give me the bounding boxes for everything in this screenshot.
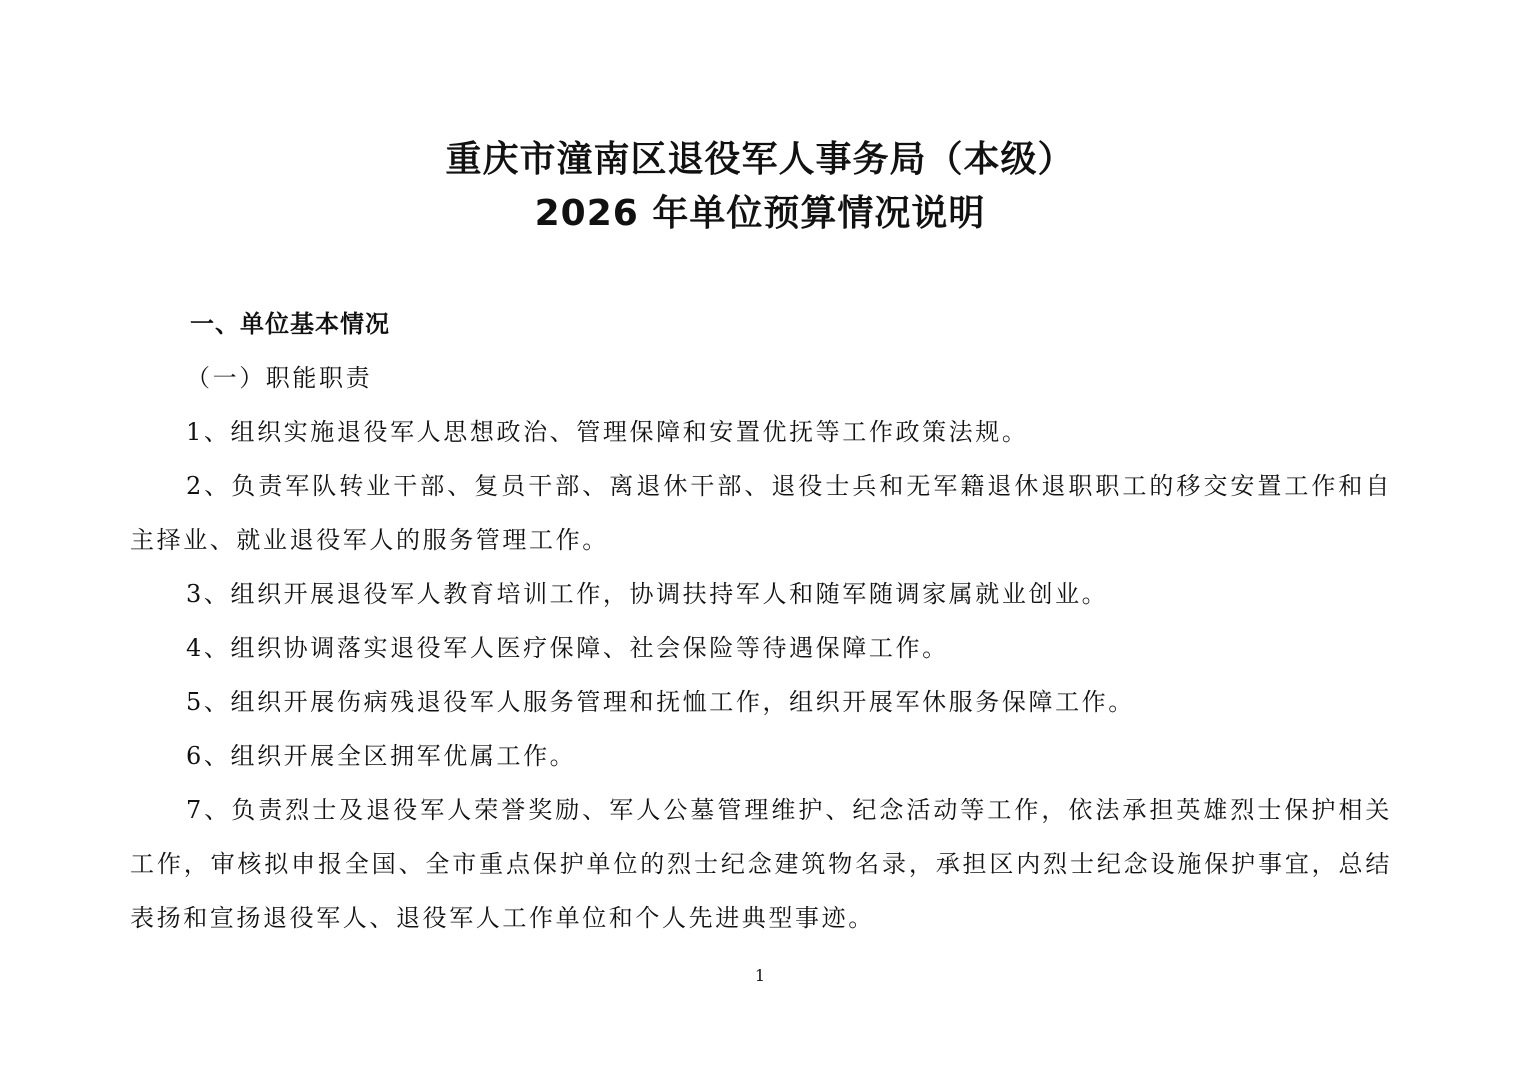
paragraph-3: 3、组织开展退役军人教育培训工作，协调扶持军人和随军随调家属就业创业。: [186, 580, 1109, 608]
paragraph-5: 5、组织开展伤病残退役军人服务管理和抚恤工作，组织开展军休服务保障工作。: [186, 688, 1135, 716]
document-body: [130, 297, 1392, 945]
paragraph-2: 2、负责军队转业干部、复员干部、离退休干部、退役士兵和无军籍退休退职职工的移交安置工作和自主择业、就业退役军人的服务管理工作。: [130, 472, 1392, 554]
paragraph-7: 7、负责烈士及退役军人荣誉奖励、军人公墓管理维护、纪念活动等工作，依法承担英雄烈士保护相关工作，审核拟申报全国、全市重点保护单位的烈士纪念建筑物名录，承担区内烈士纪念设施保护事宜，总结表扬和宣扬退役军人、退役军人工作单位和个人先进典型事迹。: [130, 796, 1392, 932]
section-heading: 一、单位基本情况: [190, 310, 390, 338]
paragraph-4: 4、组织协调落实退役军人医疗保障、社会保险等待遇保障工作。: [186, 634, 949, 662]
document-title-line1: 重庆市潼南区退役军人事务局（本级）: [445, 139, 1075, 180]
paragraph-6: 6、组织开展全区拥军优属工作。: [186, 742, 577, 770]
subsection-heading: （一）职能职责: [186, 364, 373, 392]
page-number: 1: [754, 966, 766, 985]
document-title-line2: 2026 年单位预算情况说明: [534, 193, 986, 234]
paragraph-1: 1、组织实施退役军人思想政治、管理保障和安置优抚等工作政策法规。: [186, 418, 1029, 446]
